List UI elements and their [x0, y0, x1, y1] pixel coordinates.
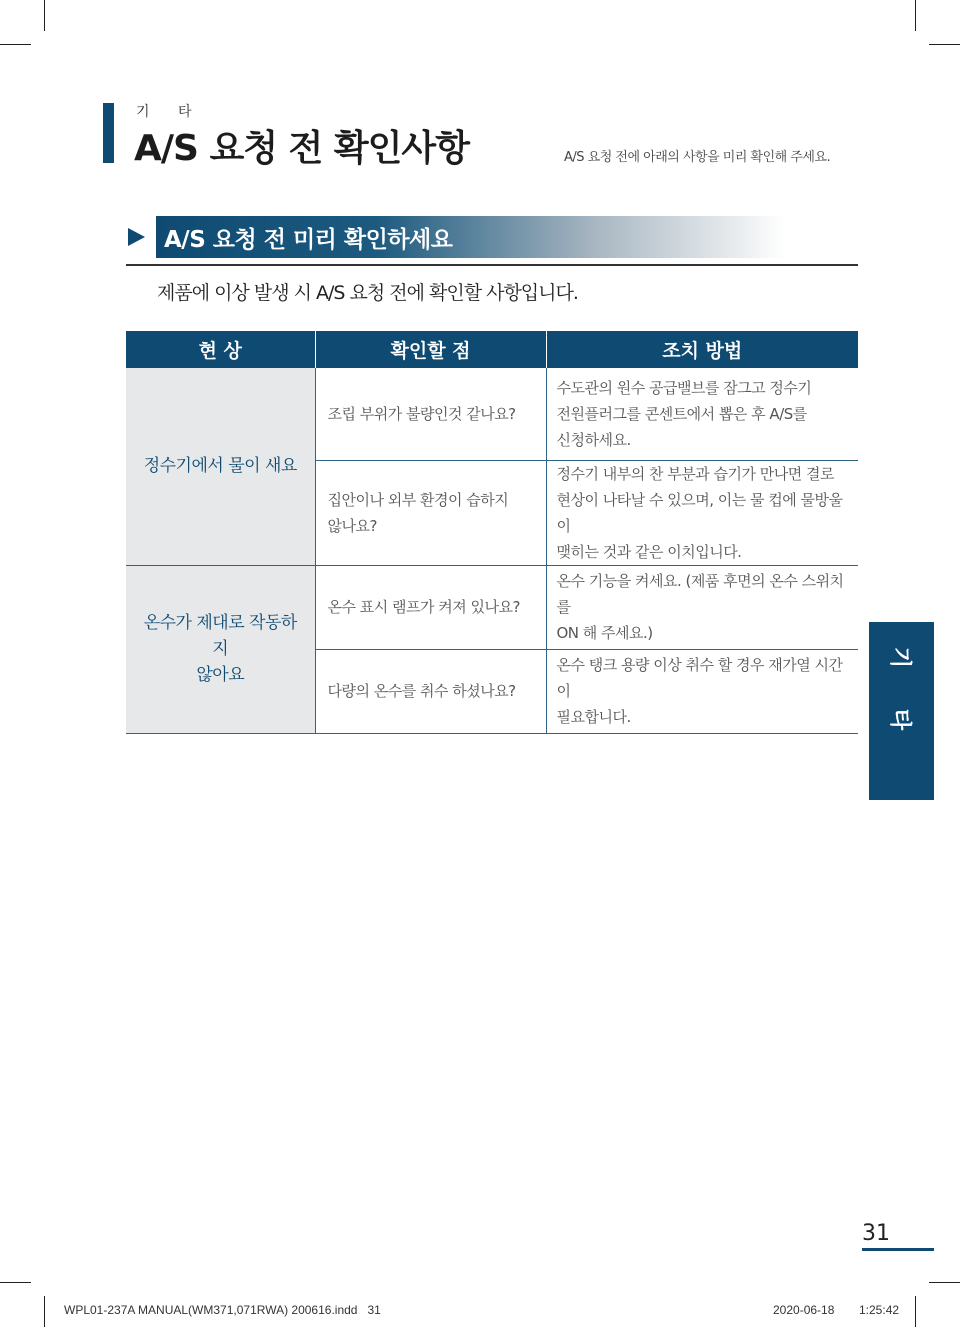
check-line: 집안이나 외부 환경이 습하지: [327, 490, 509, 509]
check-cell: [315, 368, 546, 460]
action-line: 전원플러그를 콘센트에서 뽑은 후 A/S를: [556, 404, 807, 423]
column-header-action: 조치 방법: [546, 331, 858, 368]
column-header-symptom: 현 상: [126, 331, 315, 368]
action-line: 맺히는 것과 같은 이치입니다.: [556, 542, 742, 561]
action-line: 정수기 내부의 찬 부분과 습기가 만나면 결로: [556, 464, 834, 483]
symptom-text: 정수기에서 물이 새요: [143, 456, 297, 477]
crop-mark: [44, 1296, 45, 1327]
breadcrumb: 기 타: [136, 104, 204, 120]
check-cell: [315, 565, 546, 649]
check-cell: [315, 649, 546, 733]
check-cell: [315, 460, 546, 565]
action-line: 수도관의 원수 공급밸브를 잠그고 정수기: [556, 378, 812, 397]
action-cell: [546, 565, 858, 649]
footer-file-info: WPL01-237A MANUAL(WM371,071RWA) 200616.indd 31: [64, 1303, 381, 1317]
action-line: 현상이 나타날 수 있으며, 이는 물 컵에 물방울이: [556, 490, 843, 535]
crop-mark: [929, 1282, 960, 1283]
footer-date: 2020-06-18: [773, 1303, 835, 1317]
footer-time: 1:25:42: [859, 1303, 900, 1317]
title-accent-bar: [103, 103, 114, 163]
side-tab-char: 타: [887, 708, 912, 731]
page-title: A/S 요청 전 확인사항: [134, 128, 469, 169]
crop-mark: [0, 1282, 31, 1283]
side-tab: [869, 622, 934, 800]
action-line: 필요합니다.: [556, 708, 631, 726]
symptom-line: 온수가 제대로 작동하지: [143, 613, 297, 659]
crop-mark: [44, 0, 45, 31]
side-tab-char: 기: [887, 646, 912, 669]
table-header-row: [126, 331, 858, 368]
symptom-cell: [126, 565, 315, 733]
crop-mark: [915, 1296, 916, 1327]
crop-mark: [915, 0, 916, 31]
action-cell: [546, 460, 858, 565]
action-line: ON 해 주세요.): [556, 624, 653, 642]
action-line: 신청하세요.: [556, 430, 631, 449]
intro-note: A/S 요청 전에 아래의 사항을 미리 확인해 주세요.: [564, 150, 831, 165]
crop-mark: [929, 44, 960, 45]
action-line: 온수 기능을 켜세요. (제품 후면의 온수 스위치를: [556, 572, 844, 616]
page-number-underline: [862, 1248, 934, 1251]
check-text: 온수 표시 램프가 켜져 있나요?: [327, 598, 520, 616]
symptom-line: 않아요: [196, 665, 245, 685]
troubleshooting-table: [126, 331, 858, 734]
action-cell: [546, 649, 858, 733]
table-row: [126, 368, 858, 460]
action-cell: [546, 368, 858, 460]
page-number: 31: [862, 1221, 890, 1246]
crop-mark: [0, 44, 31, 45]
check-line: 않나요?: [327, 516, 377, 535]
section-description: 제품에 이상 발생 시 A/S 요청 전에 확인할 사항입니다.: [157, 282, 578, 304]
section-header: [156, 216, 786, 258]
section-divider: [126, 264, 858, 266]
table-row: [126, 565, 858, 649]
check-text: 다량의 온수를 취수 하셨나요?: [327, 682, 516, 700]
section-title: A/S 요청 전 미리 확인하세요: [164, 227, 453, 253]
triangle-right-icon: [128, 228, 145, 246]
check-text: 조립 부위가 불량인것 같나요?: [327, 404, 516, 423]
column-header-check: 확인할 점: [315, 331, 546, 368]
symptom-cell: [126, 368, 315, 565]
action-line: 온수 탱크 용량 이상 취수 할 경우 재가열 시간이: [556, 656, 843, 700]
